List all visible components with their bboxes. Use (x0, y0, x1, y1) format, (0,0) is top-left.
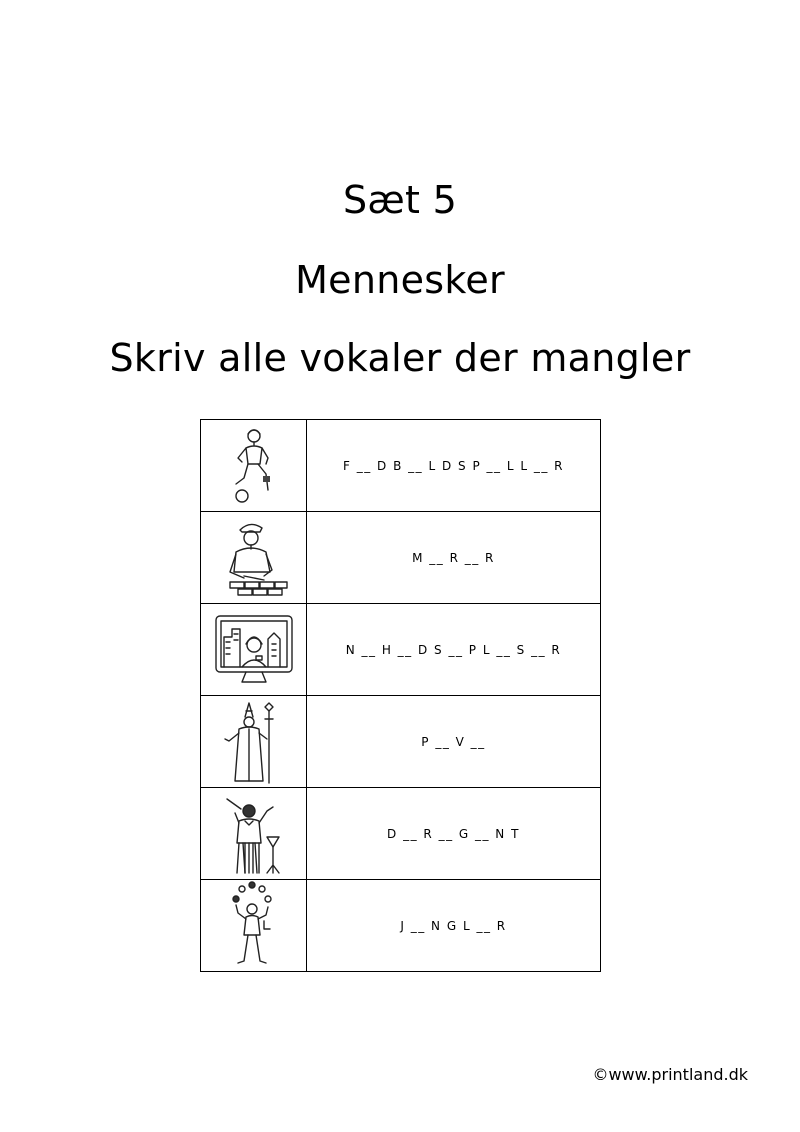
copyright-footer: ©www.printland.dk (592, 1065, 748, 1084)
juggler-icon (224, 881, 284, 971)
table-row (201, 420, 601, 512)
bricklayer-icon (218, 518, 290, 598)
picture-cell (201, 696, 307, 788)
picture-cell (201, 788, 307, 880)
word-puzzle: M __ R __ R (307, 512, 601, 604)
word-puzzle: F __ D B __ L D S P __ L L __ R (307, 420, 601, 512)
table-row (201, 696, 601, 788)
conductor-icon (223, 791, 285, 877)
pope-icon (221, 699, 287, 785)
news-anchor-icon (212, 610, 296, 690)
worksheet-table (200, 419, 601, 972)
word-puzzle: J __ N G L __ R (307, 880, 601, 972)
word-puzzle: N __ H __ D S __ P L __ S __ R (307, 604, 601, 696)
word-puzzle: P __ V __ (307, 696, 601, 788)
page-title: Sæt 5 (342, 178, 458, 222)
page-instruction: Skriv alle vokaler der mangler (109, 336, 691, 380)
table-row (201, 604, 601, 696)
table-row (201, 512, 601, 604)
picture-cell (201, 604, 307, 696)
table-row (201, 880, 601, 972)
picture-cell (201, 420, 307, 512)
table-row (201, 788, 601, 880)
page-subtitle: Mennesker (295, 258, 505, 302)
footballer-icon (224, 426, 284, 506)
picture-cell (201, 512, 307, 604)
picture-cell (201, 880, 307, 972)
word-puzzle: D __ R __ G __ N T (307, 788, 601, 880)
